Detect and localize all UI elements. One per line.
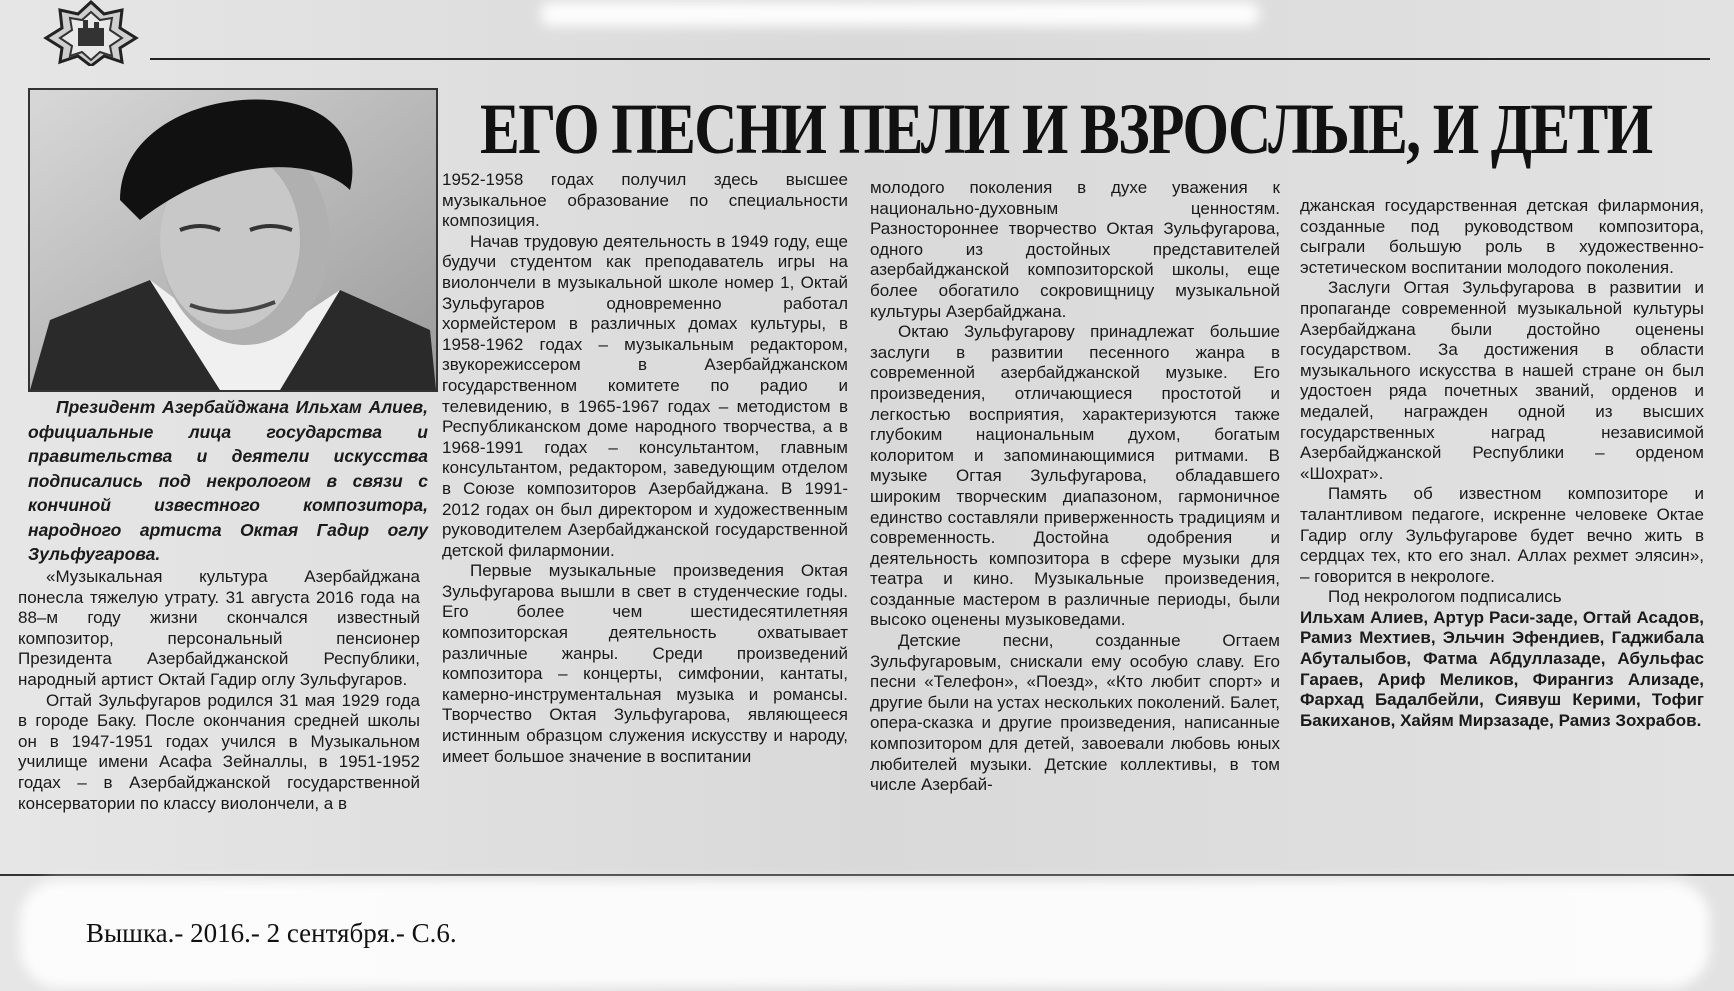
paragraph: молодого поколения в духе уважения к национально-духовным ценностям. Разностороннее творчество Октая Зульфугарова, одного из достойных представителей азербайджанской композиторской школы, еще более обогатило сокровищницу музыкальной культуры Азербайджана. bbox=[870, 178, 1280, 321]
newspaper-logo-icon bbox=[40, 0, 142, 66]
article-column-4 bbox=[1300, 196, 1704, 731]
paragraph: Октаю Зульфугарову принадлежат большие заслуги в развитии песенного жанра в современной азербайджанской музыке. Его произведения, отличающиеся простотой и легкостью восприятия, характеризуются также глубоким национальным духом, богатым колоритом и запоминающимися ритмами. В музыке Огтая Зульфугарова, обладавшего широким творческим диапазоном, гармоничное единство составляли приверженность традициям и современность. Достойна одобрения и деятельность композитора в сфере музыки для театра и кино. Музыкальные произведения, созданные мастером в различные периоды, были высоко оценены музыковедами. bbox=[870, 322, 1280, 630]
signers-intro: Под некрологом подписались bbox=[1328, 587, 1562, 607]
portrait-image bbox=[30, 90, 436, 390]
article-headline: ЕГО ПЕСНИ ПЕЛИ И ВЗРОСЛЫЕ, И ДЕТИ bbox=[480, 89, 1652, 169]
paragraph: «Музыкальная культура Азербайджана понесла тяжелую утрату. 31 августа 2016 года на 88–м году жизни скончался известный композитор, персональный пенсионер Президента Азербайджанской Республики, народный артист Октай Гадир оглу Зульфугаров. bbox=[18, 567, 420, 689]
signers-list: Ильхам Алиев, Артур Раси-заде, Огтай Асадов, Рамиз Мехтиев, Эльчин Эфендиев, Гаджибала Абуталыбов, Фатма Абдуллазаде, Абульфас Гараев, Ариф Меликов, Фирангиз Ализаде, Фархад Бадалбейли, Сиявуш Керими, Тофиг Бакиханов, Хайям Мирзазаде, Рамиз Зохрабов. bbox=[1300, 607, 1704, 730]
photo-caption: Президент Азербайджана Ильхам Алиев, официальные лица государства и правительства и деятели искусства подписались под некрологом в связи с кончиной известного композитора, народного артиста Октая Гадир оглу Зульфугарова. bbox=[28, 397, 428, 564]
masthead-rule bbox=[150, 58, 1710, 60]
paragraph: Первые музыкальные произведения Октая Зульфугарова вышли в свет в студенческие годы. Его более чем шестидесятилетняя композиторская деятельность охватывает различные жанры. Среди произведений композитора – концерты, симфонии, кантаты, камерно-инструментальная музыка и романсы. Творчество Октая Зульфугарова, являющееся истинным образцом служения искусству и народу, имеет большое значение в воспитании bbox=[442, 561, 848, 766]
article-column-2 bbox=[442, 170, 848, 767]
article-column-1 bbox=[18, 567, 420, 814]
paragraph: Детские песни, созданные Огтаем Зульфугаровым, снискали ему особую славу. Его песни «Телефон», «Поезд», «Кто любит спорт» и другие были на устах нескольких поколений. Балет, опера-сказка и другие произведения, написанные композитором для детей, завоевали любовь юных любителей музыки. Детские коллективы, в том числе Азербай- bbox=[870, 631, 1280, 795]
source-citation: Вышка.- 2016.- 2 сентября.- С.6. bbox=[86, 918, 457, 948]
paragraph: джанская государственная детская филармония, созданные под руководством композитора, сыграли большую роль в художественно-эстетическом воспитании молодого поколения. bbox=[1300, 196, 1704, 277]
article-column-3 bbox=[870, 178, 1280, 796]
bottom-rule bbox=[0, 874, 1734, 876]
obscured-masthead bbox=[540, 2, 1260, 26]
paragraph: Память об известном композиторе и талантливом педагоге, искренне человеке Октае Гадир оглу Зульфугарове будет вечно жить в сердцах тех, кто его знал. Аллах рехмет элясин», – говорится в некрологе. bbox=[1300, 484, 1704, 586]
paragraph: Заслуги Огтая Зульфугарова в развитии и пропаганде современной музыкальной культуры Азербайджана были достойно оценены государством. За достижения в области музыкального искусства в нашей стране он был удостоен ряда почетных званий, орденов и медалей, награжден одной из высших государственных наград независимой Азербайджанской Республики – орденом «Шохрат». bbox=[1300, 278, 1704, 483]
paragraph: 1952-1958 годах получил здесь высшее музыкальное образование по специальности композиция. bbox=[442, 170, 848, 231]
portrait-photo bbox=[28, 88, 438, 392]
paragraph: Огтай Зульфугаров родился 31 мая 1929 года в городе Баку. После окончания средней школы он в 1947-1951 годах учился в Музыкальном училище имени Асафа Зейналлы, в 1951-1952 годах – в Азербайджанской государственной консерватории по классу виолончели, а в bbox=[18, 690, 420, 813]
paragraph: Начав трудовую деятельность в 1949 году, еще будучи студентом как преподаватель игры на виолончели в музыкальной школе номер 1, Октай Зульфугаров одновременно работал хормейстером в различных домах культуры, в 1958-1962 годах – музыкальным редактором, звукорежиссером в Азербайджанском государственном комитете по радио и телевидению, в 1965-1967 годах – методистом в Республиканском доме народного творчества, а в 1968-1991 годах – консультантом, главным консультантом, редактором, заведующим отделом в Союзе композиторов Азербайджана. В 1991-2012 годах он был директором и художественным руководителем Азербайджанской государственной детской филармонии. bbox=[442, 231, 848, 560]
